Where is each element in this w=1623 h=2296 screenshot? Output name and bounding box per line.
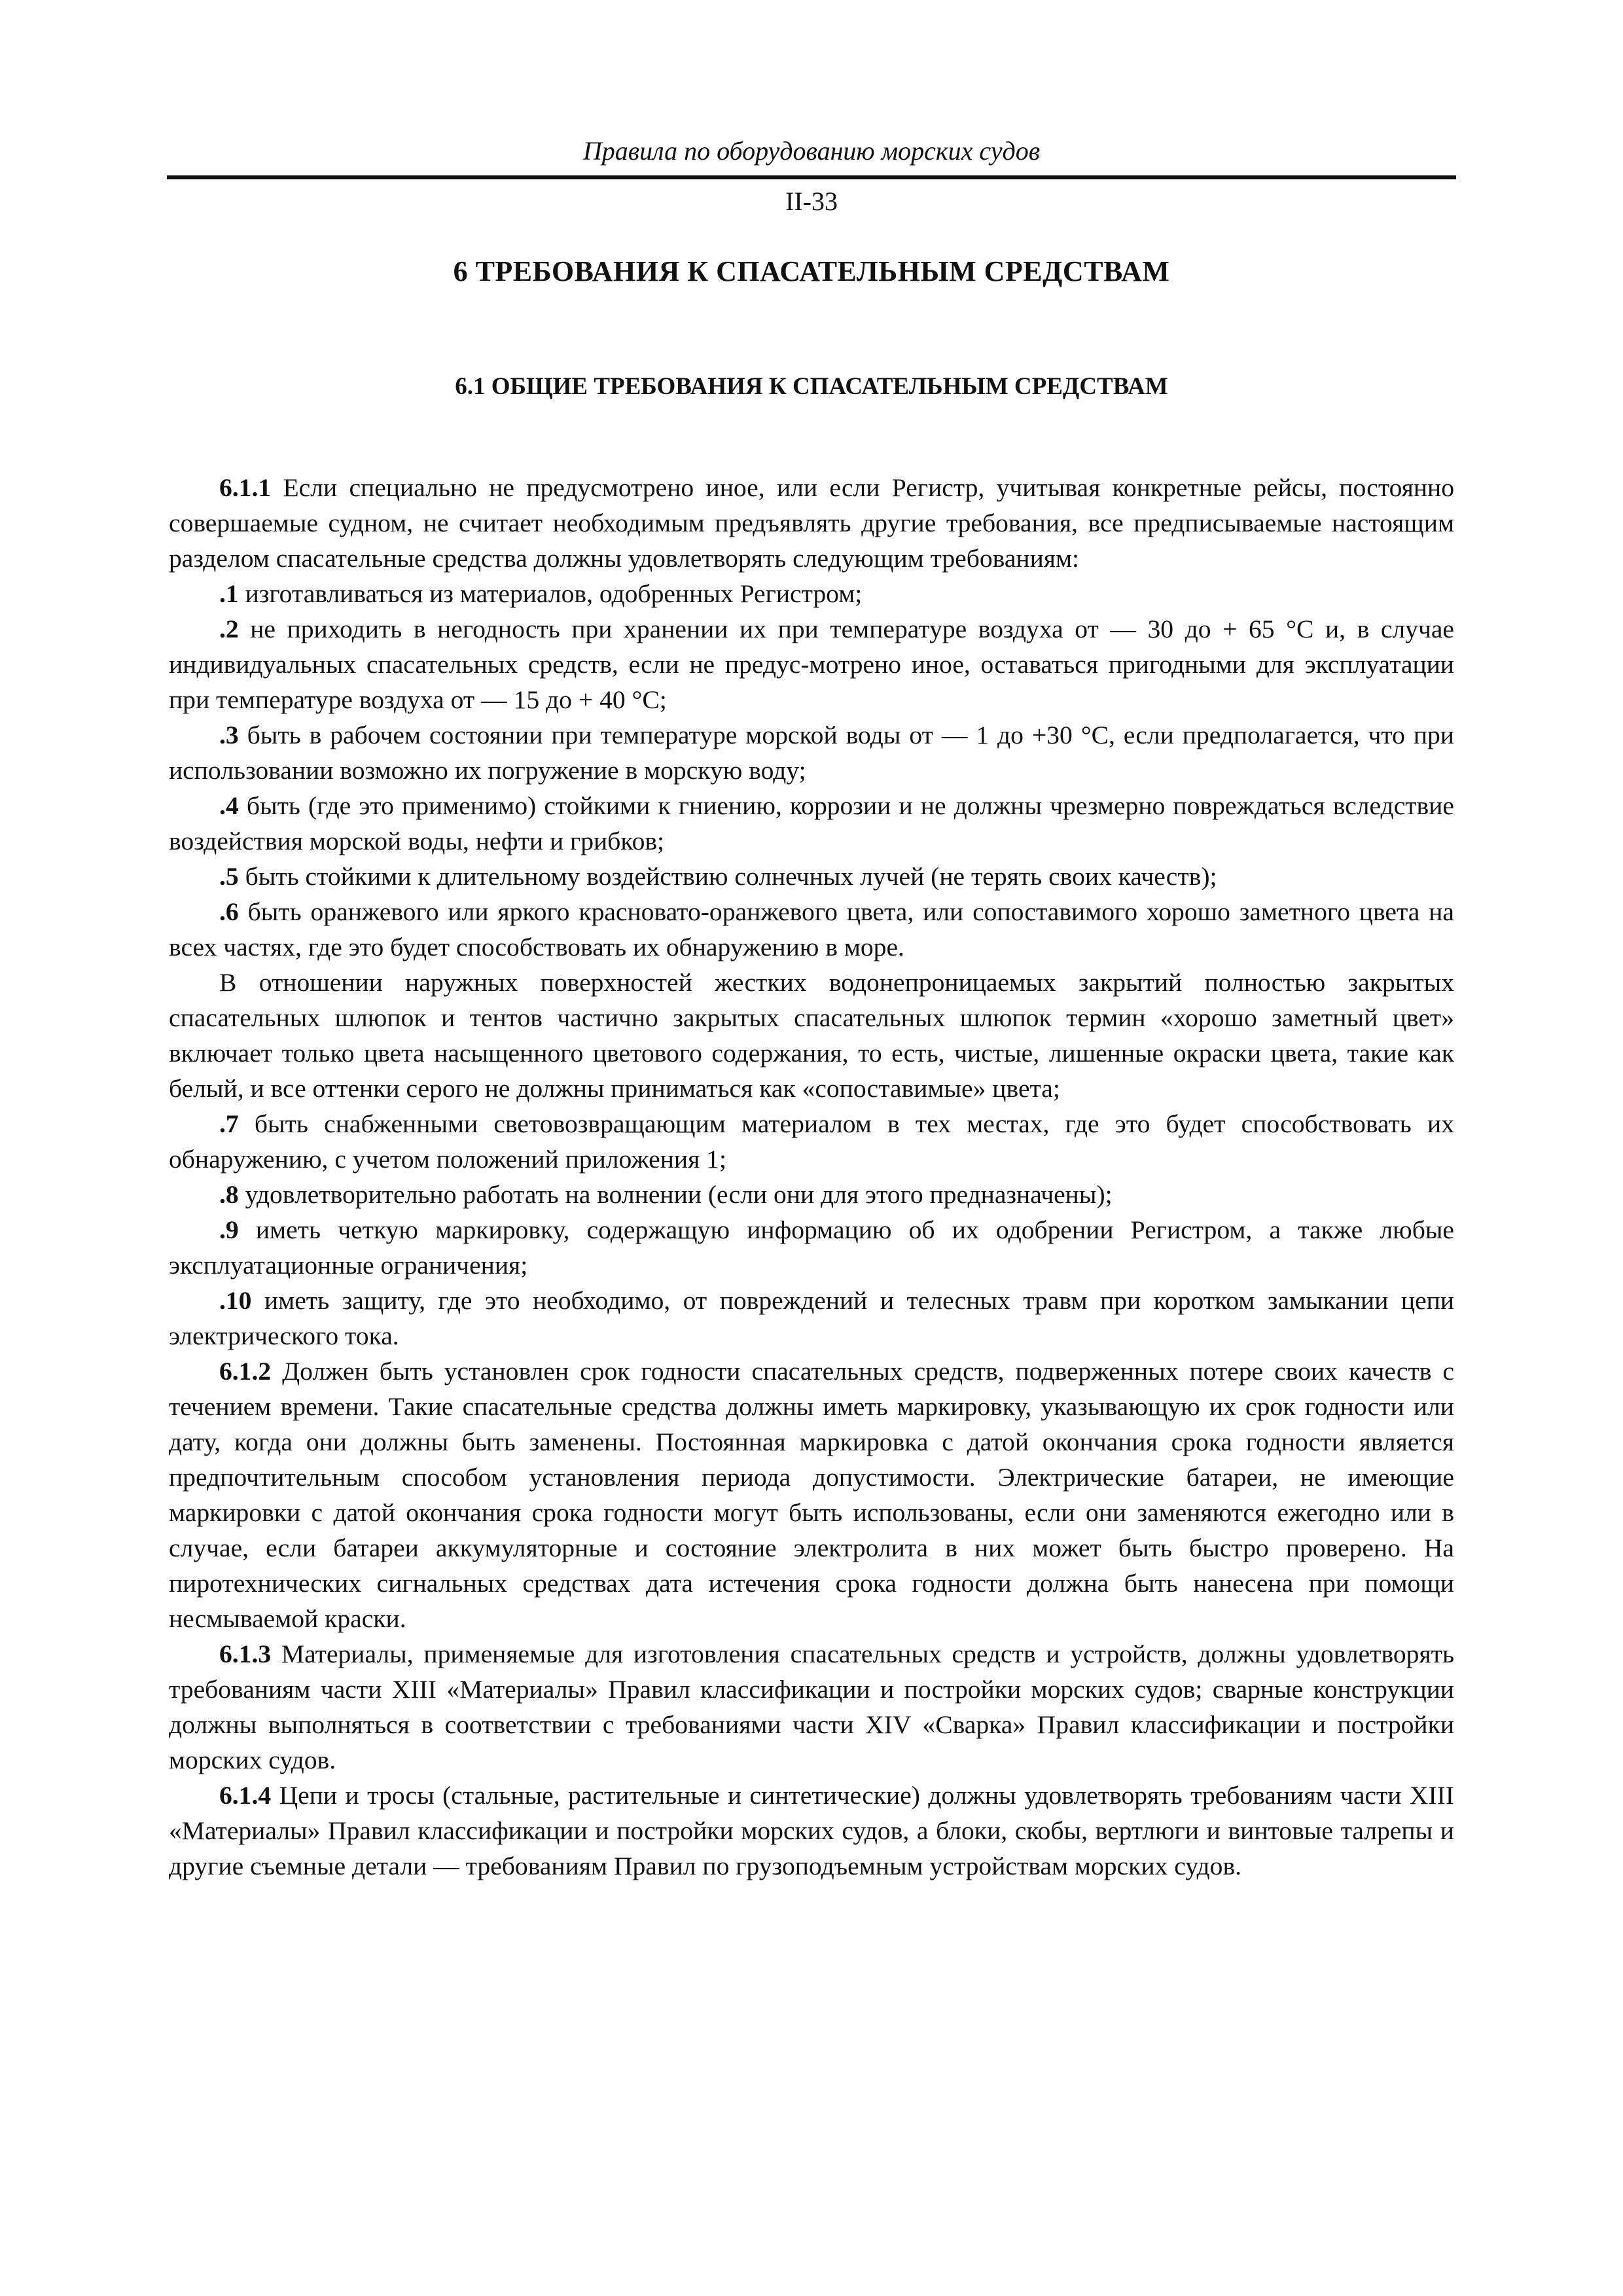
list-item-3 bbox=[169, 717, 1454, 788]
clause-number: 6.1.1 bbox=[219, 473, 272, 502]
clause-number: 6.1.4 bbox=[219, 1781, 272, 1810]
item-text: изготавливаться из материалов, одобренных Регистром; bbox=[238, 579, 863, 608]
item-text: не приходить в негодность при хранении их при температуре воздуха от — 30 до + 65 °С и, в случае индивидуальных спасательных средств, если не предус-мотрено иное, оставаться пригодными для эксплуатации при температуре воздуха от — 15 до + 40 °С; bbox=[169, 615, 1454, 714]
item-number: .4 bbox=[219, 791, 239, 820]
item-text: быть оранжевого или яркого красновато-оранжевого цвета, или сопоставимого хорошо заметного цвета на всех частях, где это будет способствовать их обнаружению в море. bbox=[169, 897, 1454, 961]
list-item-1 bbox=[169, 576, 1454, 611]
item-number: .6 bbox=[219, 897, 239, 926]
item-text: иметь четкую маркировку, содержащую информацию об их одобрении Регистром, а также любые эксплуатационные ограничения; bbox=[169, 1215, 1454, 1280]
chapter-title: 6 ТРЕБОВАНИЯ К СПАСАТЕЛЬНЫМ СРЕДСТВАМ bbox=[453, 255, 1170, 287]
clause-number: 6.1.3 bbox=[219, 1640, 272, 1668]
item-number: .5 bbox=[219, 862, 239, 891]
list-item-8 bbox=[169, 1177, 1454, 1212]
list-item-4 bbox=[169, 788, 1454, 859]
item-number: .8 bbox=[219, 1180, 239, 1209]
paragraph-text: Должен быть установлен срок годности спасательных средств, подверженных потере своих качеств с течением времени. Такие спасательные средства должны иметь маркировку, указывающую их срок годности или дату, когда они должны быть заменены. Постоянная маркировка с датой окончания срока годности является предпочтительным способом установления периода допустимости. Электрические батареи, не имеющие маркировки с датой окончания срока годности могут быть использованы, если они заменяются ежегодно или в случае, если батареи аккумуляторные и состояние электролита в них может быть быстро проверено. На пиротехнических сигнальных средствах дата истечения срока годности должна быть нанесена при помощи несмываемой краски. bbox=[169, 1357, 1454, 1633]
section-title: 6.1 ОБЩИЕ ТРЕБОВАНИЯ К СПАСАТЕЛЬНЫМ СРЕДСТВАМ bbox=[455, 373, 1168, 400]
item-number: .9 bbox=[219, 1215, 239, 1244]
list-item-6 bbox=[169, 894, 1454, 965]
item-text: быть стойкими к длительному воздействию солнечных лучей (не терять своих качеств); bbox=[238, 862, 1217, 891]
paragraph-text: Если специально не предусмотрено иное, или если Регистр, учитывая конкретные рейсы, постоянно совершаемые судном, не считает необходимым предъявлять другие требования, все предписываемые настоящим разделом спасательные средства должны удовлетворять следующим требованиям: bbox=[169, 473, 1454, 573]
paragraph-6-1-1 bbox=[169, 470, 1454, 576]
item-text: удовлетворительно работать на волнении (если они для этого предназначены); bbox=[238, 1180, 1113, 1209]
item-text: быть снабженными световозвращающим материалом в тех местах, где это будет способствовать их обнаружению, с учетом положений приложения 1; bbox=[169, 1109, 1454, 1174]
paragraph-6-1-3 bbox=[169, 1636, 1454, 1778]
body-text bbox=[169, 470, 1454, 1884]
list-item-7 bbox=[169, 1106, 1454, 1177]
item-number: .2 bbox=[219, 615, 239, 643]
item-number: .10 bbox=[219, 1286, 252, 1315]
paragraph-6-1-4 bbox=[169, 1778, 1454, 1884]
header-rule bbox=[167, 175, 1456, 179]
list-item-9 bbox=[169, 1212, 1454, 1283]
page-number: II-33 bbox=[785, 187, 838, 216]
item-number: .7 bbox=[219, 1109, 239, 1138]
item-number: .3 bbox=[219, 721, 239, 749]
running-header: Правила по оборудованию морских судов bbox=[582, 136, 1041, 166]
list-item-5 bbox=[169, 859, 1454, 894]
item-text: иметь защиту, где это необходимо, от повреждений и телесных травм при коротком замыкании цепи электрического тока. bbox=[169, 1286, 1454, 1350]
paragraph-text: Цепи и тросы (стальные, растительные и синтетические) должны удовлетворять требованиям части XIII «Материалы» Правил классификации и постройки морских судов, а блоки, скобы, вертлюги и винтовые талрепы и другие съемные детали — требованиям Правил по грузоподъемным устройствам морских судов. bbox=[169, 1781, 1454, 1880]
item-text: быть (где это применимо) стойкими к гниению, коррозии и не должны чрезмерно повреждаться вследствие воздействия морской воды, нефти и грибков; bbox=[169, 791, 1454, 855]
list-item-10 bbox=[169, 1283, 1454, 1354]
clause-number: 6.1.2 bbox=[219, 1357, 272, 1386]
paragraph-text: В отношении наружных поверхностей жестких водонепроницаемых закрытий полностью закрытых спасательных шлюпок и тентов частично закрытых спасательных шлюпок термин «хорошо заметный цвет» включает только цвета насыщенного цветового содержания, то есть, чистые, лишенные окраски цвета, такие как белый, и все оттенки серого не должны приниматься как «сопоставимые» цвета; bbox=[169, 968, 1454, 1103]
item-text: быть в рабочем состоянии при температуре морской воды от — 1 до +30 °С, если предполагается, что при использовании возможно их погружение в морскую воду; bbox=[169, 721, 1454, 785]
paragraph-6-1-2 bbox=[169, 1354, 1454, 1636]
paragraph-color-note bbox=[169, 965, 1454, 1106]
list-item-2 bbox=[169, 611, 1454, 717]
paragraph-text: Материалы, применяемые для изготовления спасательных средств и устройств, должны удовлетворять требованиям части XIII «Материалы» Правил классификации и постройки морских судов; сварные конструкции должны выполняться в соответствии с требованиями части XIV «Сварка» Правил классификации и постройки морских судов. bbox=[169, 1640, 1454, 1774]
item-number: .1 bbox=[219, 579, 239, 608]
